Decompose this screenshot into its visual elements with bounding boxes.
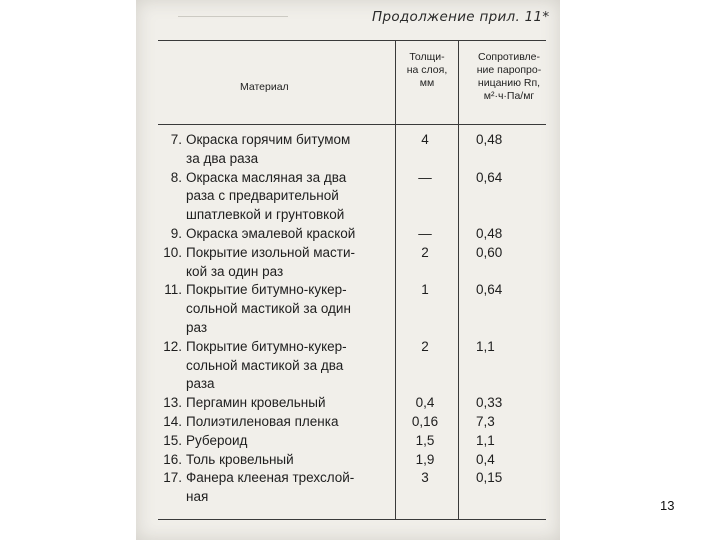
resistance-value: 0,64	[476, 169, 503, 185]
material-name-line: Окраска горячим битумом	[186, 132, 351, 147]
material-name-line: раз	[186, 320, 208, 335]
material-name-line: кой за один раз	[186, 263, 284, 279]
row-number: 14.	[163, 414, 182, 429]
material-name-line: сольной мастикой за два	[186, 357, 344, 373]
column-header-line: мм	[419, 77, 435, 89]
thickness-value: 0,4	[415, 395, 435, 411]
thickness-value: 1,9	[415, 451, 435, 467]
material-name-line: шпатлевкой и грунтовкой	[186, 207, 345, 223]
resistance-value: 0,4	[476, 451, 495, 467]
material-name-line: Рубероид	[186, 432, 248, 448]
column-divider-2	[458, 40, 459, 520]
material-name-line: Пергамин кровельный	[186, 395, 326, 411]
slide-page-number: 13	[660, 498, 675, 513]
material-name-line: Окраска эмалевой краской	[186, 226, 356, 241]
resistance-value: 1,1	[476, 338, 495, 354]
material-name-line: раза с предварительной	[186, 188, 339, 204]
material-name-line: Покрытие битумно-кукер-	[186, 338, 347, 354]
row-number: 8.	[170, 169, 182, 185]
column-header-line: Сопротивле-	[477, 51, 541, 63]
material-name-line: Покрытие изольной масти-	[186, 244, 356, 260]
row-number: 7.	[170, 132, 182, 147]
resistance-value: 0,60	[476, 244, 503, 260]
row-number: 13.	[163, 395, 182, 411]
column-header-line: на слоя,	[406, 64, 448, 76]
thickness-value: 0,16	[411, 414, 439, 429]
resistance-value: 0,64	[476, 282, 503, 298]
thickness-value: 2	[421, 338, 429, 354]
table-bottom-rule	[158, 519, 546, 520]
thickness-value: 1,5	[415, 432, 435, 448]
continuation-heading: Продолжение прил. 11*	[372, 9, 550, 25]
material-name-line: Покрытие битумно-кукер-	[186, 282, 347, 298]
column-header-line: ницанию Rп,	[477, 77, 541, 89]
column-header-line: Толщи-	[409, 51, 445, 63]
row-number: 10.	[163, 244, 182, 260]
column-header-line: ние паропро-	[476, 64, 542, 76]
resistance-value: 0,33	[476, 395, 503, 411]
row-number: 11.	[164, 282, 182, 298]
resistance-value: 0,15	[476, 470, 503, 486]
row-number: 16.	[163, 451, 182, 467]
row-number: 17.	[163, 470, 182, 486]
row-number: 15.	[163, 432, 182, 448]
resistance-value: 7,3	[476, 414, 495, 429]
column-header-resistance	[461, 51, 557, 103]
material-name-line: за два раза	[186, 150, 259, 166]
row-number: 9.	[170, 226, 182, 241]
material-name-line: сольной мастикой за один	[186, 301, 351, 317]
material-name-line: Толь кровельный	[186, 451, 294, 467]
resistance-value: 1,1	[476, 432, 495, 448]
material-name-line: Окраска масляная за два	[186, 169, 347, 185]
thickness-value: —	[418, 226, 432, 241]
material-name-line: ная	[186, 489, 209, 505]
material-name-line: Полиэтиленовая пленка	[186, 414, 339, 429]
column-header-material: Материал	[240, 81, 289, 93]
row-number: 12.	[163, 338, 182, 354]
material-name-line: Фанера клееная трехслой-	[186, 470, 355, 486]
table-header-rule	[158, 124, 546, 125]
resistance-value: 0,48	[476, 226, 503, 241]
thickness-value: 4	[421, 132, 429, 147]
column-divider-1	[395, 40, 396, 520]
thickness-value: —	[418, 169, 432, 185]
thickness-value: 2	[421, 244, 429, 260]
resistance-value: 0,48	[476, 132, 503, 147]
column-header-line: м²·ч·Па/мг	[483, 90, 535, 102]
thickness-value: 3	[421, 470, 429, 486]
bleed-through-smudge	[178, 2, 288, 17]
thickness-value: 1	[421, 282, 429, 298]
table-top-rule	[158, 40, 546, 41]
material-name-line: раза	[186, 376, 215, 392]
column-header-thickness	[398, 51, 456, 90]
